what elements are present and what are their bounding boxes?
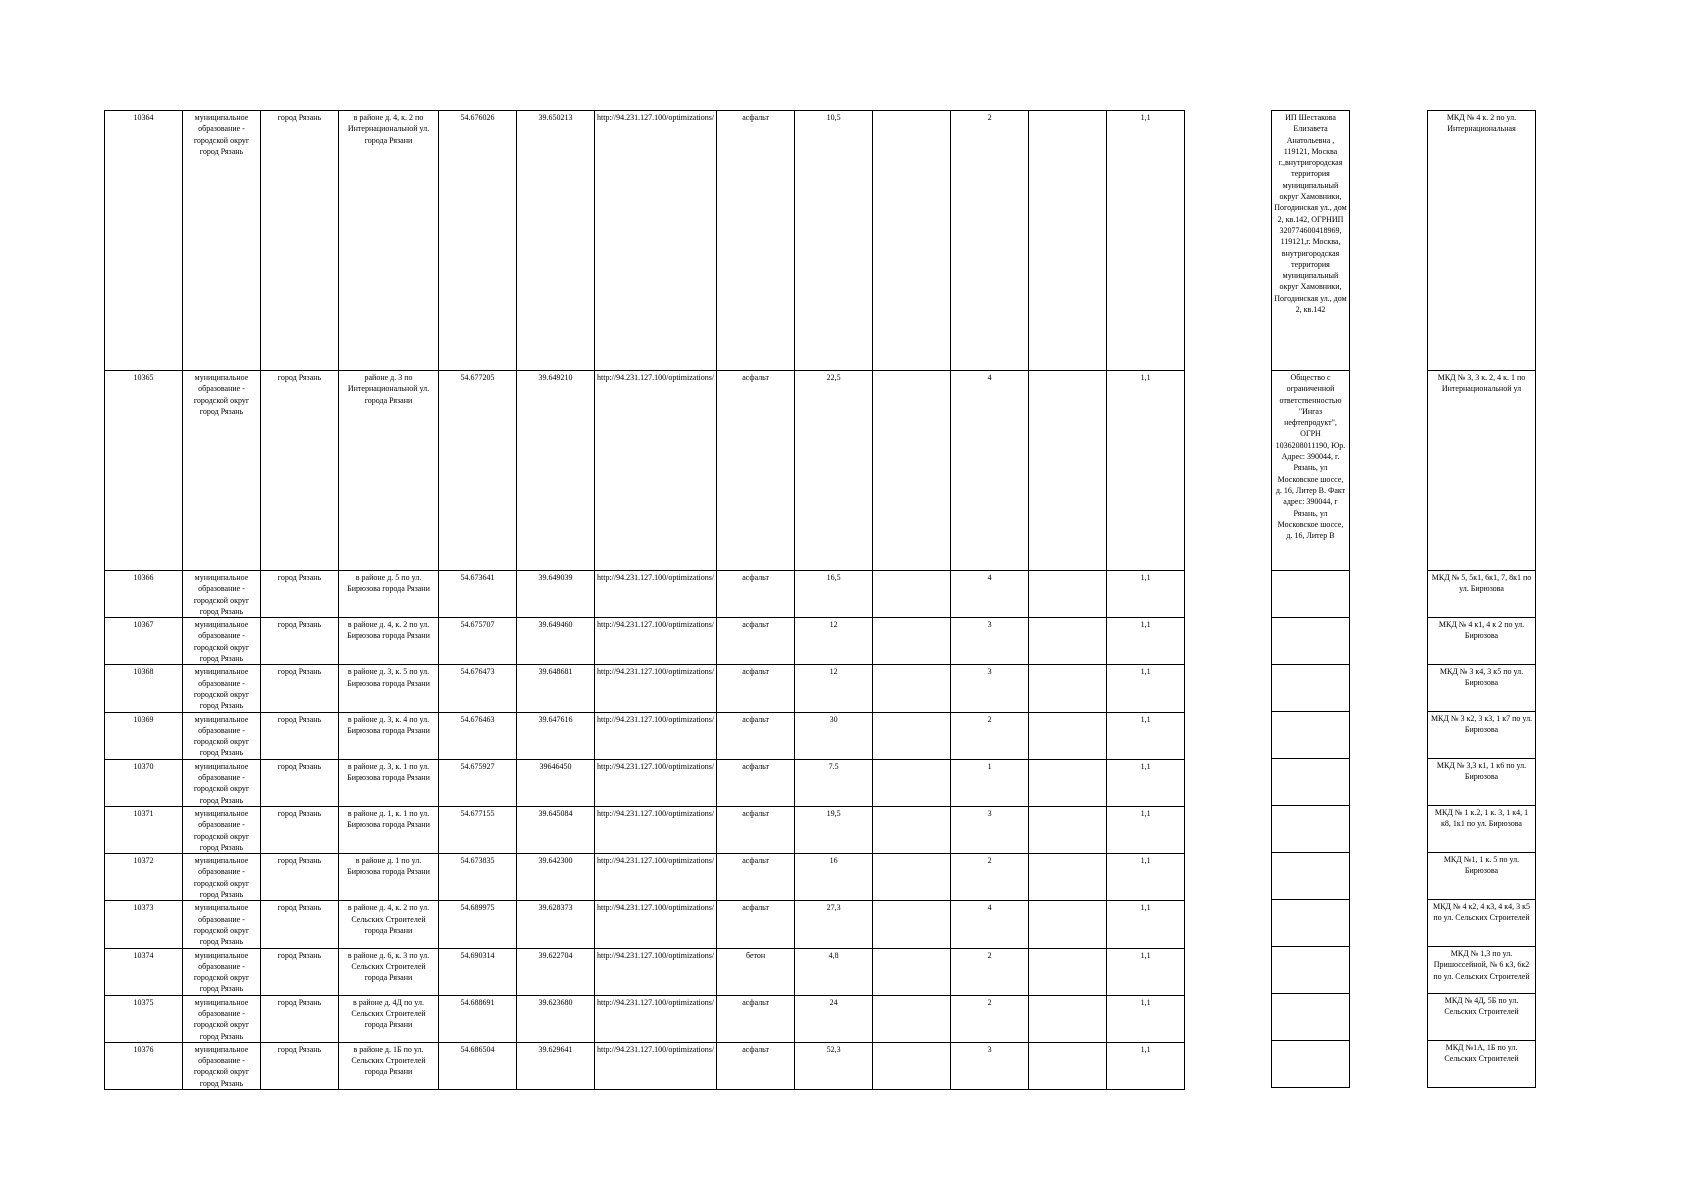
empty-cell [873, 948, 951, 995]
url-cell: http://94.231.127.100/optimizations/ [595, 571, 717, 618]
containers-cell: 2 [951, 854, 1029, 901]
containers-cell: 2 [951, 948, 1029, 995]
mkd-cell: МКД № 3 к2, 3 к3, 1 к7 по ул. Бирюзова [1428, 712, 1536, 759]
empty-cell [1029, 901, 1107, 948]
url-cell: http://94.231.127.100/optimizations/ [595, 854, 717, 901]
owner-cell: Общество с ограниченной ответственностью "Ингаз нефтепродукт", ОГРН 1036208011190, Юр. Адрес: 390044, г. Рязань, ул Московское шоссе, д. 16, Литер В. Факт адрес: 390044, г Рязань, ул Московское шоссе, д. 16, Литер В [1272, 371, 1350, 571]
empty-cell [873, 111, 951, 371]
owner-cell [1272, 618, 1350, 665]
location-cell: в районе д. 1 по ул. Бирюзова города Рязани [339, 854, 439, 901]
surface-cell: асфальт [717, 759, 795, 806]
empty-cell [873, 571, 951, 618]
containers-cell: 3 [951, 665, 1029, 712]
empty-cell [873, 854, 951, 901]
latitude-cell: 54.689975 [439, 901, 517, 948]
latitude-cell: 54.686504 [439, 1042, 517, 1089]
empty-cell [1029, 712, 1107, 759]
mkd-cell: МКД №1А, 1Б по ул. Сельских Строителей [1428, 1041, 1536, 1088]
surface-cell: асфальт [717, 712, 795, 759]
table-row [1272, 371, 1350, 571]
latitude-cell: 54.677155 [439, 806, 517, 853]
mkd-cell: МКД № 4 к1, 4 к 2 по ул. Бирюзова [1428, 618, 1536, 665]
city-cell: город Рязань [261, 759, 339, 806]
surface-cell: асфальт [717, 618, 795, 665]
location-cell: в районе д. 3, к. 5 по ул. Бирюзова города Рязани [339, 665, 439, 712]
area-cell: 12 [795, 618, 873, 665]
volume-cell: 1,1 [1107, 901, 1185, 948]
municipality-cell: муниципальное образование - городской округ город Рязань [183, 111, 261, 371]
url-cell: http://94.231.127.100/optimizations/ [595, 1042, 717, 1089]
table-row [1272, 994, 1350, 1041]
empty-cell [1029, 995, 1107, 1042]
containers-cell: 3 [951, 1042, 1029, 1089]
mkd-cell: МКД № 3,3 к1, 1 к6 по ул. Бирюзова [1428, 759, 1536, 806]
table-row [1428, 947, 1536, 994]
owner-table-body [1272, 111, 1350, 1088]
latitude-cell: 54.677205 [439, 371, 517, 571]
location-cell: в районе д. 5 по ул. Бирюзова города Рязани [339, 571, 439, 618]
municipality-cell: муниципальное образование - городской округ город Рязань [183, 806, 261, 853]
url-cell: http://94.231.127.100/optimizations/ [595, 111, 717, 371]
table-row [1272, 806, 1350, 853]
longitude-cell: 39.649460 [517, 618, 595, 665]
id-cell: 10365 [105, 371, 183, 571]
table-row [1272, 853, 1350, 900]
area-cell: 52,3 [795, 1042, 873, 1089]
url-cell: http://94.231.127.100/optimizations/ [595, 759, 717, 806]
city-cell: город Рязань [261, 111, 339, 371]
surface-cell: асфальт [717, 901, 795, 948]
area-cell: 16 [795, 854, 873, 901]
municipality-cell: муниципальное образование - городской округ город Рязань [183, 665, 261, 712]
area-cell: 16,5 [795, 571, 873, 618]
longitude-cell: 39.629641 [517, 1042, 595, 1089]
area-cell: 4,8 [795, 948, 873, 995]
table-row [1428, 571, 1536, 618]
area-cell: 24 [795, 995, 873, 1042]
table-row [105, 806, 1185, 853]
empty-cell [1029, 948, 1107, 995]
longitude-cell: 39.642300 [517, 854, 595, 901]
mkd-cell: МКД № 4 к2, 4 к3, 4 к4, 3 к5 по ул. Сельских Строителей [1428, 900, 1536, 947]
empty-cell [1029, 806, 1107, 853]
volume-cell: 1,1 [1107, 995, 1185, 1042]
surface-cell: асфальт [717, 111, 795, 371]
containers-cell: 2 [951, 111, 1029, 371]
surface-cell: асфальт [717, 854, 795, 901]
table-row [1428, 759, 1536, 806]
table-row [105, 948, 1185, 995]
owner-cell [1272, 900, 1350, 947]
id-cell: 10369 [105, 712, 183, 759]
mkd-cell: МКД № 3 к4, 3 к5 по ул. Бирюзова [1428, 665, 1536, 712]
url-cell: http://94.231.127.100/optimizations/ [595, 948, 717, 995]
table-row [1428, 111, 1536, 371]
mkd-cell: МКД №1, 1 к. 5 по ул. Бирюзова [1428, 853, 1536, 900]
longitude-cell: 39.650213 [517, 111, 595, 371]
area-cell: 19,5 [795, 806, 873, 853]
url-cell: http://94.231.127.100/optimizations/ [595, 371, 717, 571]
city-cell: город Рязань [261, 901, 339, 948]
location-cell: в районе д. 4Д по ул. Сельских Строителей города Рязани [339, 995, 439, 1042]
city-cell: город Рязань [261, 995, 339, 1042]
municipality-cell: муниципальное образование - городской округ город Рязань [183, 995, 261, 1042]
longitude-cell: 39.623680 [517, 995, 595, 1042]
table-row [105, 111, 1185, 371]
registry-table-body [105, 111, 1185, 1090]
containers-cell: 2 [951, 995, 1029, 1042]
mkd-cell: МКД № 5, 5к1, 6к1, 7, 8к1 по ул. Бирюзова [1428, 571, 1536, 618]
city-cell: город Рязань [261, 571, 339, 618]
owner-cell: ИП Шестакова Елизавета Анатольевна , 119121, Москва г.,внутригородская территория муниципальный округ Хамовники, Погодинская ул., дом 2, кв.142, ОГРНИП 320774600418969, 119121,г. Москва, внутригородская территория муниципальный округ Хамовники, Погодинская ул., дом 2, кв.142 [1272, 111, 1350, 371]
surface-cell: асфальт [717, 1042, 795, 1089]
id-cell: 10366 [105, 571, 183, 618]
city-cell: город Рязань [261, 948, 339, 995]
empty-cell [1029, 571, 1107, 618]
table-row [105, 759, 1185, 806]
id-cell: 10371 [105, 806, 183, 853]
surface-cell: бетон [717, 948, 795, 995]
surface-cell: асфальт [717, 571, 795, 618]
latitude-cell: 54.676026 [439, 111, 517, 371]
area-cell: 7.5 [795, 759, 873, 806]
empty-cell [1029, 371, 1107, 571]
empty-cell [1029, 759, 1107, 806]
containers-cell: 4 [951, 371, 1029, 571]
volume-cell: 1,1 [1107, 111, 1185, 371]
municipality-cell: муниципальное образование - городской округ город Рязань [183, 371, 261, 571]
owner-table [1271, 110, 1350, 1088]
latitude-cell: 54.675707 [439, 618, 517, 665]
empty-cell [873, 759, 951, 806]
surface-cell: асфальт [717, 806, 795, 853]
table-row [1272, 759, 1350, 806]
table-row [105, 901, 1185, 948]
municipality-cell: муниципальное образование - городской округ город Рязань [183, 759, 261, 806]
area-cell: 12 [795, 665, 873, 712]
longitude-cell: 39.648681 [517, 665, 595, 712]
table-row [105, 712, 1185, 759]
owner-cell [1272, 947, 1350, 994]
city-cell: город Рязань [261, 665, 339, 712]
mkd-cell: МКД № 3, 3 к. 2, 4 к. 1 по Интернациональной ул [1428, 371, 1536, 571]
area-cell: 22,5 [795, 371, 873, 571]
location-cell: в районе д. 3, к. 1 по ул. Бирюзова города Рязани [339, 759, 439, 806]
table-row [1272, 571, 1350, 618]
containers-cell: 1 [951, 759, 1029, 806]
municipality-cell: муниципальное образование - городской округ город Рязань [183, 948, 261, 995]
empty-cell [873, 901, 951, 948]
latitude-cell: 54.676473 [439, 665, 517, 712]
volume-cell: 1,1 [1107, 806, 1185, 853]
city-cell: город Рязань [261, 806, 339, 853]
latitude-cell: 54.673835 [439, 854, 517, 901]
table-row [105, 618, 1185, 665]
longitude-cell: 39.628373 [517, 901, 595, 948]
table-row [1272, 111, 1350, 371]
owner-cell [1272, 665, 1350, 712]
municipality-cell: муниципальное образование - городской округ город Рязань [183, 618, 261, 665]
containers-cell: 4 [951, 901, 1029, 948]
location-cell: в районе д. 1, к. 1 по ул. Бирюзова города Рязани [339, 806, 439, 853]
location-cell: в районе д. 6, к. 3 по ул. Сельских Строителей города Рязани [339, 948, 439, 995]
longitude-cell: 39.649039 [517, 571, 595, 618]
empty-cell [873, 995, 951, 1042]
location-cell: в районе д. 4, к. 2 по Интернациональной ул. города Рязани [339, 111, 439, 371]
registry-table [104, 110, 1185, 1090]
id-cell: 10370 [105, 759, 183, 806]
containers-cell: 2 [951, 712, 1029, 759]
longitude-cell: 39.622704 [517, 948, 595, 995]
owner-cell [1272, 712, 1350, 759]
location-cell: в районе д. 3, к. 4 по ул. Бирюзова города Рязани [339, 712, 439, 759]
city-cell: город Рязань [261, 854, 339, 901]
municipality-cell: муниципальное образование - городской округ город Рязань [183, 854, 261, 901]
url-cell: http://94.231.127.100/optimizations/ [595, 712, 717, 759]
table-row [1428, 371, 1536, 571]
owner-cell [1272, 806, 1350, 853]
city-cell: город Рязань [261, 371, 339, 571]
table-row [1428, 994, 1536, 1041]
owner-cell [1272, 759, 1350, 806]
owner-cell [1272, 571, 1350, 618]
id-cell: 10376 [105, 1042, 183, 1089]
area-cell: 27,3 [795, 901, 873, 948]
surface-cell: асфальт [717, 995, 795, 1042]
longitude-cell: 39646450 [517, 759, 595, 806]
table-row [1272, 900, 1350, 947]
longitude-cell: 39.647616 [517, 712, 595, 759]
table-row [1272, 712, 1350, 759]
id-cell: 10368 [105, 665, 183, 712]
mkd-table-body [1428, 111, 1536, 1088]
location-cell: в районе д. 1Б по ул. Сельских Строителей города Рязани [339, 1042, 439, 1089]
mkd-table [1427, 110, 1536, 1088]
containers-cell: 3 [951, 806, 1029, 853]
id-cell: 10375 [105, 995, 183, 1042]
latitude-cell: 54.688691 [439, 995, 517, 1042]
empty-cell [1029, 854, 1107, 901]
municipality-cell: муниципальное образование - городской округ город Рязань [183, 1042, 261, 1089]
volume-cell: 1,1 [1107, 712, 1185, 759]
latitude-cell: 54.676463 [439, 712, 517, 759]
volume-cell: 1,1 [1107, 1042, 1185, 1089]
volume-cell: 1,1 [1107, 618, 1185, 665]
mkd-cell: МКД № 1 к.2, 1 к. 3, 1 к4, 1 к8, 1к1 по ул. Бирюзова [1428, 806, 1536, 853]
municipality-cell: муниципальное образование - городской округ город Рязань [183, 901, 261, 948]
containers-cell: 3 [951, 618, 1029, 665]
mkd-cell: МКД № 4 к. 2 по ул. Интернациональная [1428, 111, 1536, 371]
surface-cell: асфальт [717, 665, 795, 712]
table-row [1428, 1041, 1536, 1088]
table-row [105, 571, 1185, 618]
table-row [1428, 665, 1536, 712]
city-cell: город Рязань [261, 618, 339, 665]
mkd-cell: МКД № 1,3 по ул. Пришоссейной, № 6 к3, 6к2 по ул. Сельских Строителей [1428, 947, 1536, 994]
table-row [105, 665, 1185, 712]
containers-cell: 4 [951, 571, 1029, 618]
longitude-cell: 39.645084 [517, 806, 595, 853]
empty-cell [873, 665, 951, 712]
url-cell: http://94.231.127.100/optimizations/ [595, 806, 717, 853]
table-row [105, 854, 1185, 901]
city-cell: город Рязань [261, 712, 339, 759]
area-cell: 10,5 [795, 111, 873, 371]
url-cell: http://94.231.127.100/optimizations/ [595, 995, 717, 1042]
latitude-cell: 54.673641 [439, 571, 517, 618]
location-cell: районе д. 3 по Интернациональной ул. города Рязани [339, 371, 439, 571]
table-row [105, 371, 1185, 571]
municipality-cell: муниципальное образование - городской округ город Рязань [183, 571, 261, 618]
volume-cell: 1,1 [1107, 854, 1185, 901]
table-row [105, 995, 1185, 1042]
table-row [1428, 806, 1536, 853]
mkd-cell: МКД № 4Д, 5Б по ул. Сельских Строителей [1428, 994, 1536, 1041]
table-row [1428, 618, 1536, 665]
owner-cell [1272, 853, 1350, 900]
volume-cell: 1,1 [1107, 759, 1185, 806]
city-cell: город Рязань [261, 1042, 339, 1089]
id-cell: 10372 [105, 854, 183, 901]
empty-cell [1029, 665, 1107, 712]
table-row [1428, 900, 1536, 947]
empty-cell [1029, 111, 1107, 371]
location-cell: в районе д. 4, к. 2 по ул. Сельских Строителей города Рязани [339, 901, 439, 948]
table-row [105, 1042, 1185, 1089]
id-cell: 10374 [105, 948, 183, 995]
table-row [1272, 618, 1350, 665]
empty-cell [873, 806, 951, 853]
url-cell: http://94.231.127.100/optimizations/ [595, 901, 717, 948]
surface-cell: асфальт [717, 371, 795, 571]
latitude-cell: 54.690314 [439, 948, 517, 995]
empty-cell [873, 371, 951, 571]
table-row [1272, 947, 1350, 994]
url-cell: http://94.231.127.100/optimizations/ [595, 665, 717, 712]
municipality-cell: муниципальное образование - городской округ город Рязань [183, 712, 261, 759]
table-row [1272, 1041, 1350, 1088]
latitude-cell: 54.675927 [439, 759, 517, 806]
area-cell: 30 [795, 712, 873, 759]
empty-cell [873, 1042, 951, 1089]
table-row [1428, 712, 1536, 759]
owner-cell [1272, 994, 1350, 1041]
volume-cell: 1,1 [1107, 571, 1185, 618]
volume-cell: 1,1 [1107, 948, 1185, 995]
volume-cell: 1,1 [1107, 371, 1185, 571]
id-cell: 10364 [105, 111, 183, 371]
volume-cell: 1,1 [1107, 665, 1185, 712]
url-cell: http://94.231.127.100/optimizations/ [595, 618, 717, 665]
empty-cell [1029, 618, 1107, 665]
location-cell: в районе д. 4, к. 2 по ул. Бирюзова города Рязани [339, 618, 439, 665]
id-cell: 10367 [105, 618, 183, 665]
empty-cell [873, 712, 951, 759]
id-cell: 10373 [105, 901, 183, 948]
empty-cell [873, 618, 951, 665]
table-row [1428, 853, 1536, 900]
table-row [1272, 665, 1350, 712]
empty-cell [1029, 1042, 1107, 1089]
longitude-cell: 39.649210 [517, 371, 595, 571]
owner-cell [1272, 1041, 1350, 1088]
